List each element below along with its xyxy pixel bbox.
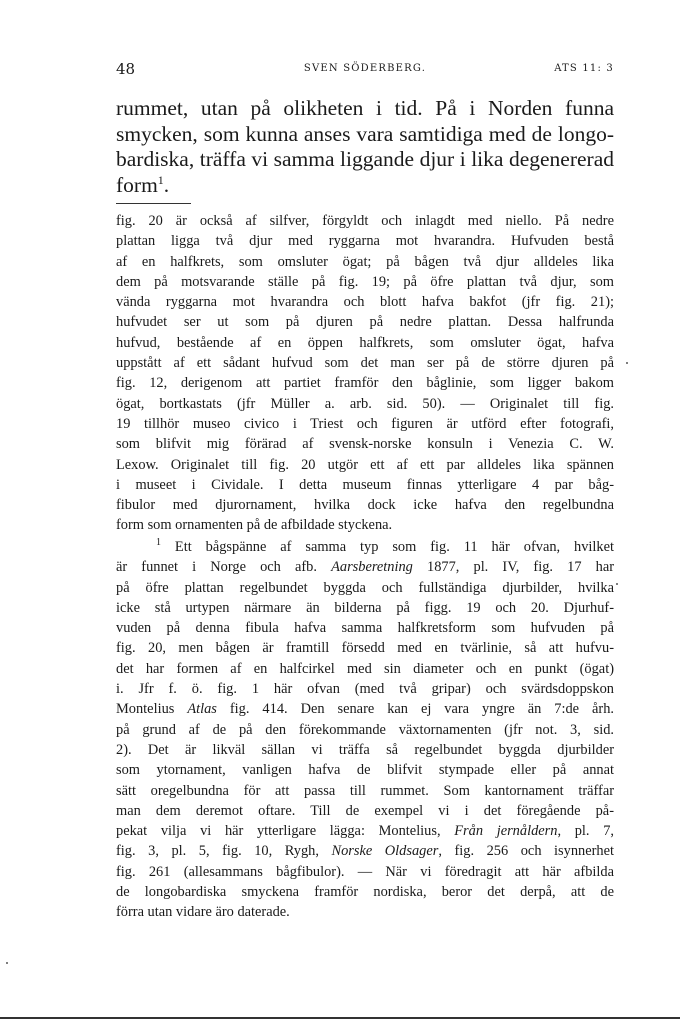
note-line: i museet i Cividale. I detta museum finnas ytterligare 4 par båg-: [116, 476, 614, 493]
italic-title: Aarsberetning: [331, 559, 413, 576]
series-reference: ATS 11: 3: [554, 63, 614, 74]
main-paragraph: [116, 96, 614, 198]
footnote-line: i. Jfr f. ö. fig. 1 här ofvan (med två gripar) och svärdsdoppskon: [116, 681, 614, 698]
note-line: vända ryggarna mot hvarandra och blott hafva bakfot (jfr fig. 21);: [116, 294, 614, 311]
footnote-line: pekat vilja vi här ytterligare lägga: Montelius, Från jernåldern, pl. 7,: [116, 823, 614, 840]
note-line: plattan ligga två djur med ryggarna mot hvarandra. Hufvuden bestå: [116, 233, 614, 250]
footnote-1: [116, 537, 614, 923]
continued-note: [116, 211, 614, 536]
footnote-line: fig. 261 (allesammans bågfibulor). — När vi föredragit att här afbilda: [116, 863, 614, 880]
footnote-line: är funnet i Norge och afb. Aarsberetning 1877, pl. IV, fig. 17 har: [116, 559, 615, 576]
footnote-marker: 1: [156, 537, 161, 549]
italic-title: Atlas: [187, 701, 217, 718]
italic-title: Från jernåldern: [454, 823, 558, 840]
note-line: fig. 20 är också af silfver, förgyldt och inlagdt med niello. På nedre: [116, 213, 614, 229]
scan-speck: [626, 362, 628, 364]
note-line: af en halfkrets, som omsluter ögat; på bågen två djur alldeles lika: [116, 253, 614, 270]
footnote-line: fig. 20, men bågen är framtill försedd med en tvärlinie, så att hufvu-: [116, 640, 614, 657]
footnote-line: icke stå urtypen närmare än bilderna på figg. 19 och 20. Djurhuf-: [116, 599, 614, 616]
footnote-line: de longobardiska smyckena framför nordiska, beror det derpå, att de: [116, 884, 614, 901]
note-line: 19 tillhör museo civico i Triest och figuren är utförd efter fotografi,: [116, 415, 614, 432]
footnote-line: fig. 3, pl. 5, fig. 10, Rygh, Norske Oldsager, fig. 256 och isynnerhet: [116, 843, 614, 860]
main-text-end: .: [163, 172, 170, 197]
footnote-line: på grund af de på den förekommande växtornamenten (jfr not. 3, sid.: [116, 721, 614, 738]
note-line: form som ornamenten på de afbildade styckena.: [116, 517, 393, 534]
footnote-ref: 1: [157, 172, 164, 187]
note-line: ögat, bortkastats (jfr Müller a. arb. sid. 50). — Originalet till fig.: [116, 395, 614, 412]
note-line: fibulor med djurornament, hvilka dock icke hafva den regelbundna: [116, 497, 614, 514]
note-line: fig. 12, derigenom att partiet framför den båglinie, som ligger bakom: [116, 375, 614, 392]
note-line: som blifvit mig förärad af svensk-norske konsuln i Venezia C. W.: [116, 436, 614, 453]
footnote-separator: [116, 203, 191, 204]
footnote-line: vuden på denna fibula hafva samma halfkretsform som hufvuden på: [116, 620, 614, 637]
note-line: Lexow. Originalet till fig. 20 utgör ett af ett par alldeles lika spännen: [116, 456, 614, 473]
footnote-line: $^1$ Ett bågspänne af samma typ som fig. 11 här ofvan, hvilket: [156, 537, 614, 555]
note-line: hufvudet ser ut som på djuren på nedre plattan. Dessa halfrunda: [116, 314, 614, 331]
running-head: SVEN SÖDERBERG.: [303, 63, 427, 74]
note-line: uppstått af ett sådant hufvud som det man ser på de större djuren på: [116, 355, 614, 372]
note-line: hufvud, bestående af en öppen halfkrets, som omsluter ögat, hafva: [116, 334, 614, 351]
footnote-line: det har formen af en halfcirkel med sin diameter och en punkt (ögat): [116, 660, 614, 677]
scan-speck: [6, 962, 8, 964]
italic-title: Norske Oldsager: [331, 843, 439, 860]
footnote-line: på öfre plattan regelbundet byggda och fullständiga djurbilder, hvilka: [116, 579, 614, 596]
footnote-line: Montelius Atlas fig. 414. Den senare kan ej vara yngre än 7:de årh.: [116, 701, 614, 718]
footnote-line: 2). Det är likväl sällan vi träffa så regelbundet byggda djurbilder: [116, 741, 614, 758]
main-text: rummet, utan på olikheten i tid. På i Norden funna smycken, som kunna anses vara samtidiga med de longobardiska, träffa vi samma liggande djur i lika degenererad form: [116, 96, 614, 197]
footnote-line: som ytornament, vanligen hafva de blifvit stympade eller på annat: [116, 762, 614, 779]
footnote-line: man dem deremot oftare. Till de exempel vi i det föregående på-: [116, 802, 614, 819]
page-header: [116, 60, 614, 82]
page-number: 48: [116, 60, 136, 78]
scan-speck: [616, 583, 618, 585]
footnote-line: förra utan vidare äro daterade.: [116, 904, 290, 921]
footnote-line: sätt oregelbundna för att passa till rummet. Som kantornament träffar: [116, 782, 614, 799]
note-line: dem på motsvarande ställe på fig. 19; på öfre plattan två djur, som: [116, 273, 614, 290]
